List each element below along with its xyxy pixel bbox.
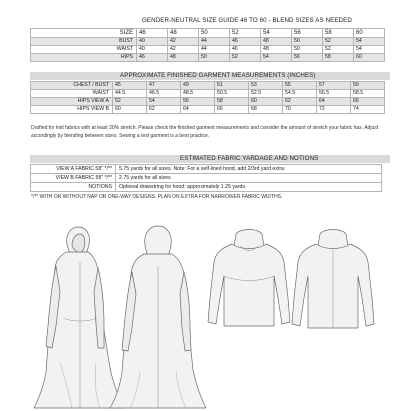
table-cell: 60 [249,98,283,106]
table-row [31,98,385,106]
table-cell: 62 [283,98,317,106]
table-cell: 52.5 [249,90,283,98]
size-header-cell: 54 [261,29,292,38]
yardage-footnote: */** WITH OR WITHOUT NAP OR ONE-WAY DESIGNS. PLAN ON EXTRA FOR NARROWER FABRIC WIDTHS. [31,194,283,200]
table-cell: 53 [249,82,283,90]
finished-measurements-title: APPROXIMATE FINISHED GARMENT MEASUREMENTS (INCHES) [120,72,316,79]
table-cell: 56 [292,54,323,62]
table-cell: 58 [215,98,249,106]
row-label: VIEW A FABRIC 58" */** [31,165,116,174]
table-cell: 50.5 [215,90,249,98]
finished-measurements-table [30,81,385,114]
table-cell: 49 [181,82,215,90]
table-row [31,46,385,54]
table-cell: 48.5 [181,90,215,98]
table-cell: 55 [283,82,317,90]
table-cell: 45 [113,82,147,90]
table-cell: 54 [354,46,385,54]
row-label: WAIST [31,90,113,98]
size-header-label: SIZE [31,29,137,38]
table-cell: 66 [351,98,385,106]
table-cell: 46.5 [147,90,181,98]
table-cell: 70 [283,106,317,114]
table-cell: 62 [147,106,181,114]
table-cell: 46 [137,54,168,62]
row-label: HIPS VIEW B [31,106,113,114]
table-cell: 54 [147,98,181,106]
size-header-cell: 50 [199,29,230,38]
table-cell: 60 [354,54,385,62]
size-guide-title: GENDER-NEUTRAL SIZE GUIDE 46 TO 60 - BLEND SIZES AS NEEDED [142,17,352,24]
yardage-title: ESTIMATED FABRIC YARDAGE AND NOTIONS [180,155,319,162]
table-row [31,106,385,114]
table-cell: 64 [317,98,351,106]
table-row [31,82,385,90]
table-row [31,90,385,98]
table-cell: 57 [317,82,351,90]
garment-illustrations [0,222,416,411]
table-cell: 52 [230,54,261,62]
table-cell: 48 [168,54,199,62]
size-header-cell: 52 [230,29,261,38]
view-b-front-icon [208,230,290,327]
table-row [31,54,385,62]
table-cell: 58 [323,54,354,62]
table-cell: 44 [199,38,230,46]
table-cell: 58.5 [351,90,385,98]
row-label: BUST [31,38,137,46]
table-cell: 48 [261,46,292,54]
table-cell: 40 [137,38,168,46]
table-cell: 52 [323,38,354,46]
table-cell: 51 [215,82,249,90]
table-cell: 46 [230,38,261,46]
table-cell: 52 [113,98,147,106]
table-cell: 40 [137,46,168,54]
table-cell: 56 [181,98,215,106]
table-cell: 50 [292,46,323,54]
table-cell: 66 [215,106,249,114]
table-row [31,165,382,174]
row-label: HIPS [31,54,137,62]
row-label: CHEST / BUST [31,82,113,90]
view-a-front-icon [34,227,124,408]
table-cell: Optional drawstring for hood: approximately 1.25 yards. [116,183,382,192]
row-label: NOTIONS [31,183,116,192]
table-cell: 47 [147,82,181,90]
table-cell: 54 [354,38,385,46]
fabric-notes: Drafted for knit fabrics with at least 20% stretch. Please check the finished garment measurements and consider the amount of stretch your fabric has. Adjust accordingly by blending between sizes. Sewing a test garment is a best practice. [31,125,379,139]
table-cell: 54.5 [283,90,317,98]
size-header-cell: 58 [323,29,354,38]
table-cell: 48 [261,38,292,46]
table-row [31,174,382,183]
table-cell: 64 [181,106,215,114]
table-cell: 2.75 yards for all sizes [116,174,382,183]
table-row [31,38,385,46]
table-cell: 44 [199,46,230,54]
table-cell: 46 [230,46,261,54]
table-cell: 68 [249,106,283,114]
table-cell: 50 [292,38,323,46]
table-cell: 74 [351,106,385,114]
row-label: HIPS VIEW A [31,98,113,106]
size-header-cell: 60 [354,29,385,38]
size-header-cell: 48 [168,29,199,38]
table-cell: 44.5 [113,90,147,98]
view-a-back-icon [110,226,206,408]
table-cell: 42 [168,46,199,54]
size-guide-table [30,28,385,62]
row-label: VIEW B FABRIC 58" */** [31,174,116,183]
table-cell: 72 [317,106,351,114]
size-header-cell: 46 [137,29,168,38]
table-cell: 60 [113,106,147,114]
table-cell: 56.5 [317,90,351,98]
table-cell: 59 [351,82,385,90]
yardage-table [30,164,382,192]
table-cell: 50 [199,54,230,62]
size-header-cell: 56 [292,29,323,38]
table-cell: 42 [168,38,199,46]
table-row [31,183,382,192]
table-cell: 5.75 yards for all sizes. Note: For a self-lined hood, add 2/3rd yard extra. [116,165,382,174]
view-b-back-icon [292,230,374,329]
row-label: WAIST [31,46,137,54]
table-cell: 52 [323,46,354,54]
table-cell: 54 [261,54,292,62]
size-header-row [31,29,385,38]
